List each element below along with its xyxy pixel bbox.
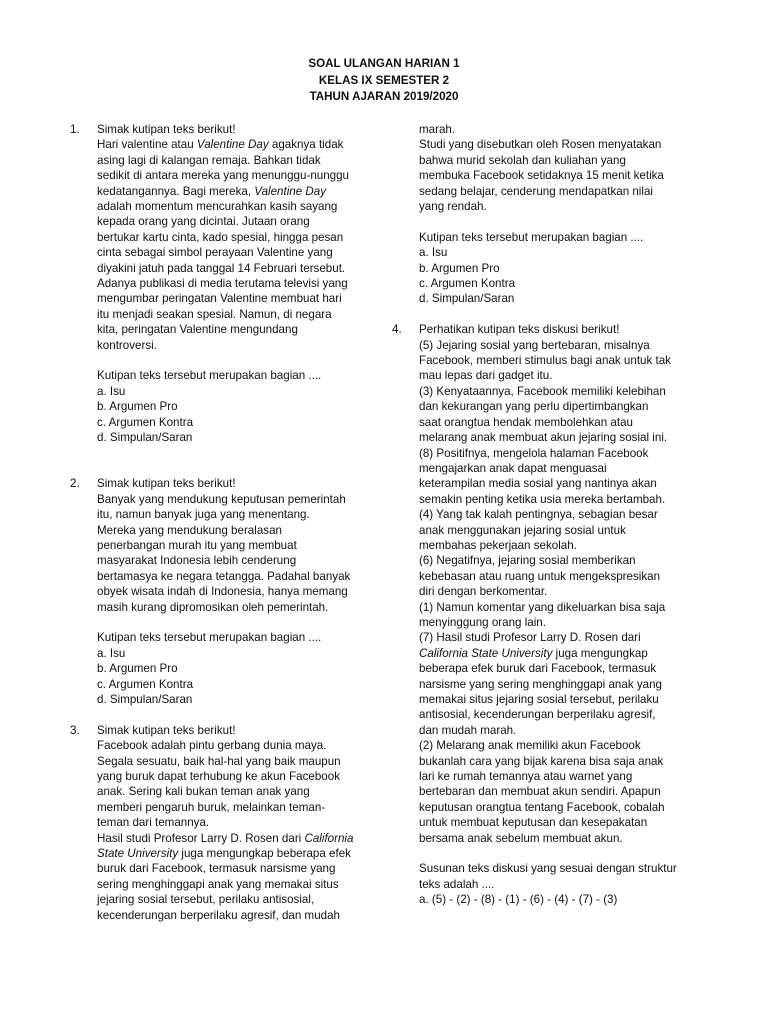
passage-line: dan kekurangan yang perlu dipertimbangkan: [419, 400, 649, 414]
option-a[interactable]: a. Isu: [97, 384, 126, 398]
passage-line: teman dari temannya.: [97, 816, 210, 830]
question-3-continued: [392, 122, 712, 307]
question-4: [392, 322, 712, 907]
answer-options: [419, 892, 712, 907]
question-prompt: Kutipan teks tersebut merupakan bagian ....: [97, 631, 322, 645]
text-span: Hasil studi Profesor Larry D. Rosen dari: [97, 831, 305, 845]
passage-line: yang buruk dapat terhubung ke akun Facebook: [97, 769, 340, 783]
passage-line: saat orangtua hendak membolehkan atau: [419, 415, 633, 429]
italic-text: California State University: [419, 646, 553, 660]
passage-line: [97, 831, 390, 846]
passage-line: (8) Positifnya, mengelola halaman Facebook: [419, 446, 649, 460]
passage-line: [419, 646, 712, 661]
text-span: agaknya tidak: [268, 138, 344, 152]
option-a[interactable]: a. Isu: [419, 246, 448, 260]
passage-line: [97, 846, 390, 861]
passage-line: Segala sesuatu, baik hal-hal yang baik maupun: [97, 754, 341, 768]
passage-line: mengajarkan anak dapat menguasai: [419, 461, 607, 475]
passage-line: anak menggunakan jejaring sosial untuk: [419, 523, 626, 537]
passage-line: itu menjadi seakan spesial. Namun, di negara: [97, 307, 332, 321]
passage-line: melarang anak membuat akun jejaring sosial ini.: [419, 431, 668, 445]
passage-line: (7) Hasil studi Profesor Larry D. Rosen dari: [419, 631, 641, 645]
option-a[interactable]: a. Isu: [97, 646, 126, 660]
passage-line: Facebook, memberi stimulus bagi anak untuk tak: [419, 354, 671, 368]
question-intro: Simak kutipan teks berikut!: [97, 123, 236, 136]
passage-line: [97, 137, 390, 152]
passage-line: Adanya publikasi di media terutama televisi yang: [97, 277, 348, 291]
passage-line: masih kurang dipromosikan oleh pemerintah.: [97, 600, 329, 614]
text-span: Hari valentine atau: [97, 138, 197, 152]
passage-line: kepada orang yang dicintai. Jutaan orang: [97, 215, 310, 229]
passage-line: yang rendah.: [419, 200, 487, 214]
question-intro: Simak kutipan teks berikut!: [97, 477, 236, 491]
document-header: [0, 56, 768, 106]
question-prompt: Kutipan teks tersebut merupakan bagian ....: [97, 369, 322, 383]
passage-line: mau lepas dari gadget itu.: [419, 369, 553, 383]
passage-line: (4) Yang tak kalah pentingnya, sebagian besar: [419, 508, 658, 522]
question-number: 3.: [70, 723, 80, 737]
passage-line: memakai situs jejaring sosial tersebut, perilaku: [419, 693, 659, 706]
passage-line: marah.: [419, 123, 456, 136]
question-2: [70, 476, 390, 707]
question-prompt: teks adalah ....: [419, 877, 495, 891]
passage-line: kecenderungan berperilaku agresif, dan mudah: [97, 908, 340, 922]
passage-line: [97, 184, 390, 199]
passage-line: penerbangan murah itu yang membuat: [97, 538, 297, 552]
italic-text: Valentine Day: [196, 138, 269, 152]
option-d[interactable]: d. Simpulan/Saran: [97, 692, 193, 706]
passage-line: (3) Kenyataannya, Facebook memiliki kelebihan: [419, 384, 666, 398]
passage-line: (1) Namun komentar yang dikeluarkan bisa saja: [419, 600, 666, 614]
left-column: [70, 122, 390, 923]
question-prompt: Susunan teks diskusi yang sesuai dengan struktur: [419, 862, 677, 876]
passage-line: bukanlah cara yang bijak karena bisa saja anak: [419, 754, 664, 768]
passage-line: sedikit di antara mereka yang menunggu-nunggu: [97, 169, 350, 183]
option-b[interactable]: b. Argumen Pro: [97, 400, 178, 414]
passage-line: memberi pengaruh buruk, melainkan teman-: [97, 800, 326, 814]
passage-line: bertebaran dan membuat akun sendiri. Apapun: [419, 785, 661, 799]
passage-line: antisosial, kecenderungan berperilaku agresif,: [419, 708, 656, 722]
text-span: kedatangannya. Bagi mereka,: [97, 184, 255, 198]
answer-options: [97, 384, 390, 446]
option-a[interactable]: a. (5) - (2) - (8) - (1) - (6) - (4) - (7) - (3): [419, 893, 618, 907]
passage-line: Facebook adalah pintu gerbang dunia maya.: [97, 739, 327, 753]
passage-line: bersama anak sebelum membuat akun.: [419, 831, 623, 845]
passage-line: obyek wisata indah di Indonesia, hanya memang: [97, 585, 348, 599]
passage-line: cinta sebagai simbol perayaan Valentine yang: [97, 246, 333, 260]
document-title: SOAL ULANGAN HARIAN 1: [308, 57, 460, 70]
passage-line: semakin penting ketika usia mereka bertambah.: [419, 492, 666, 506]
question-3: [70, 723, 390, 923]
passage-line: Studi yang disebutkan oleh Rosen menyatakan: [419, 138, 662, 152]
passage-line: bahwa murid sekolah dan kuliahan yang: [419, 153, 626, 167]
passage-line: dan mudah marah.: [419, 723, 517, 737]
passage-line: adalah momentum mencurahkan kasih sayang: [97, 200, 338, 214]
question-number: 1.: [70, 123, 80, 136]
passage-line: kontroversi.: [97, 338, 157, 352]
passage-line: diyakini jatuh pada tanggal 14 Februari tersebut.: [97, 261, 346, 275]
question-prompt: Kutipan teks tersebut merupakan bagian ....: [419, 230, 644, 244]
option-b[interactable]: b. Argumen Pro: [97, 662, 178, 676]
passage-line: Banyak yang mendukung keputusan pemerintah: [97, 492, 346, 506]
question-number: 4.: [392, 323, 402, 337]
option-c[interactable]: c. Argumen Kontra: [419, 277, 516, 291]
passage-line: membuka Facebook setidaknya 15 menit ketika: [419, 169, 664, 183]
passage-line: keterampilan media sosial yang nantinya akan: [419, 477, 657, 491]
italic-text: California: [304, 831, 354, 845]
passage-line: Mereka yang mendukung beralasan: [97, 523, 282, 537]
passage-line: narsisme yang sering menghinggapi anak yang: [419, 677, 662, 691]
passage-line: bertamasya ke negara tetangga. Padahal banyak: [97, 569, 351, 583]
passage-line: (6) Negatifnya, jejaring sosial memberikan: [419, 554, 636, 568]
passage-line: kita, peringatan Valentine mengundang: [97, 323, 298, 337]
passage-line: sedang belajar, cenderung mendapatkan nilai: [419, 184, 653, 198]
passage-line: kebebasan atau ruang untuk mengekspresikan: [419, 569, 661, 583]
passage-line: menyinggung orang lain.: [419, 615, 546, 629]
passage-line: itu, namun banyak juga yang menentang.: [97, 508, 310, 522]
option-d[interactable]: d. Simpulan/Saran: [419, 292, 515, 306]
option-c[interactable]: c. Argumen Kontra: [97, 677, 194, 691]
passage-line: masyarakat Indonesia lebih cenderung: [97, 554, 297, 568]
option-b[interactable]: b. Argumen Pro: [419, 261, 500, 275]
question-number: 2.: [70, 477, 80, 491]
passage-line: jejaring sosial tersebut, perilaku antisosial,: [97, 893, 315, 907]
answer-options: [97, 646, 390, 708]
right-column: [392, 122, 712, 908]
text-span: juga mengungkap: [552, 646, 648, 660]
passage-line: beberapa efek buruk dari Facebook, termasuk: [419, 662, 657, 676]
text-span: juga mengungkap beberapa efek: [178, 847, 351, 861]
question-intro: Simak kutipan teks berikut!: [97, 723, 236, 737]
option-c[interactable]: c. Argumen Kontra: [97, 415, 194, 429]
passage-line: (2) Melarang anak memiliki akun Facebook: [419, 739, 641, 753]
passage-line: diri dengan berkomentar.: [419, 585, 548, 599]
passage-line: keputusan orangtua tentang Facebook, cobalah: [419, 800, 665, 814]
passage-line: mengumbar peringatan Valentine membuat hari: [97, 292, 342, 306]
passage-line: membahas pekerjaan sekolah.: [419, 538, 577, 552]
question-1: [70, 122, 390, 446]
passage-line: buruk dari Facebook, termasuk narsisme yang: [97, 862, 336, 876]
italic-text: Valentine Day: [254, 184, 327, 198]
passage-line: (5) Jejaring sosial yang bertebaran, misalnya: [419, 338, 650, 352]
option-d[interactable]: d. Simpulan/Saran: [97, 431, 193, 445]
passage-line: bertukar kartu cinta, kado spesial, hingga pesan: [97, 230, 344, 244]
passage-line: untuk membuat keputusan dan kesepakatan: [419, 816, 648, 830]
passage-line: asing lagi di kalangan remaja. Bahkan tidak: [97, 153, 321, 167]
answer-options: [419, 245, 712, 307]
passage-line: anak. Sering kali bukan teman anak yang: [97, 785, 310, 799]
document-year: TAHUN AJARAN 2019/2020: [309, 90, 459, 103]
passage-line: sering menghinggapi anak yang memakai situs: [97, 877, 339, 891]
italic-text: State University: [97, 847, 179, 861]
question-intro: Perhatikan kutipan teks diskusi berikut!: [419, 323, 620, 337]
passage-line: lari ke rumah temannya atau warnet yang: [419, 770, 633, 784]
document-class: KELAS IX SEMESTER 2: [318, 73, 450, 87]
